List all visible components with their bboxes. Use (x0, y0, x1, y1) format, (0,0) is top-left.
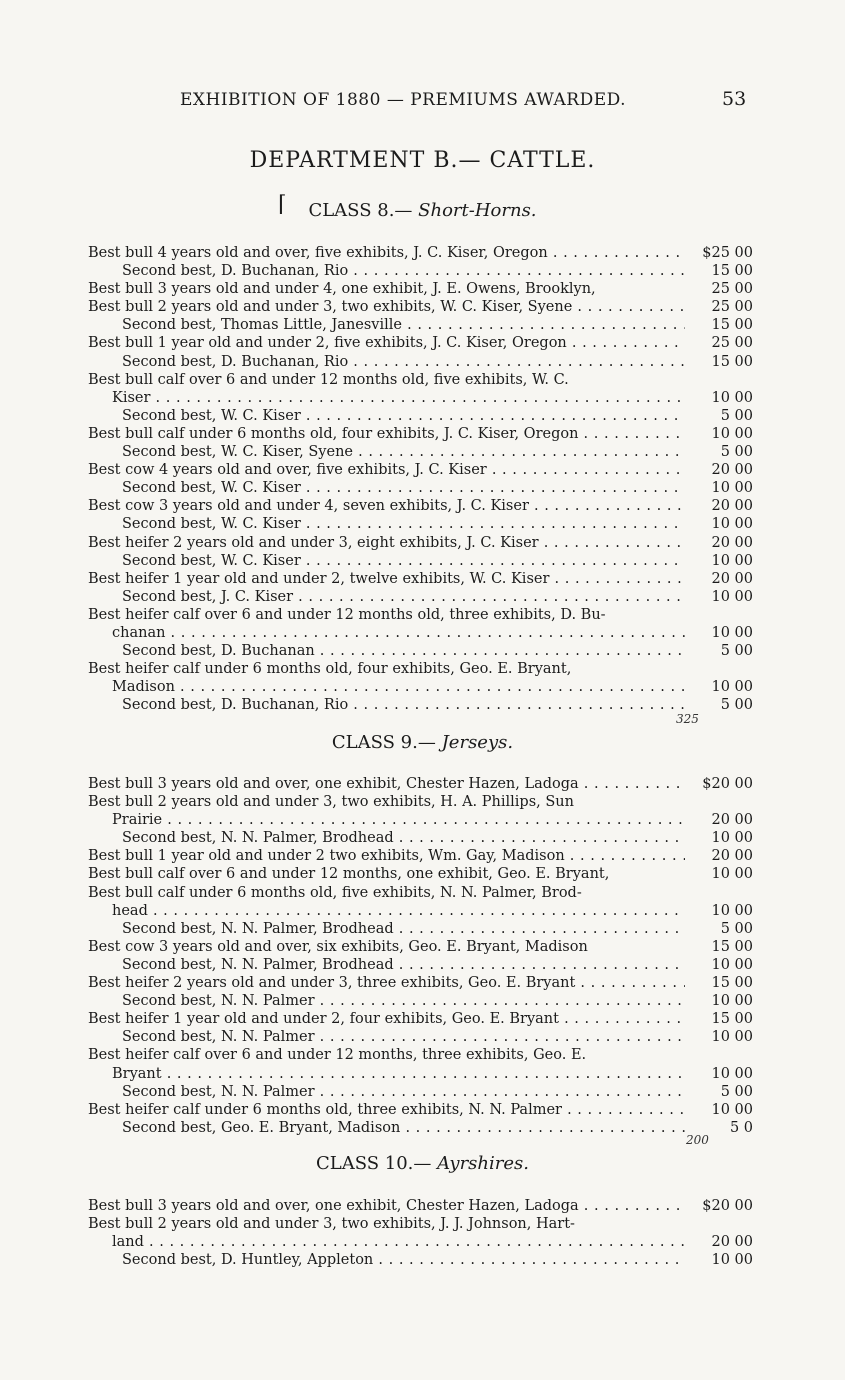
class-9-heading (0, 732, 845, 753)
list-item (88, 515, 753, 533)
entry-text: Best cow 3 years old and over, six exhibits, Geo. E. Bryant, Madison (88, 938, 588, 955)
entry-amount: 10 00 (711, 1029, 753, 1046)
entry-amount: 5 00 (720, 407, 753, 424)
entry-text: Best bull 2 years old and under 3, two exhibits, W. C. Kiser, Syene . . . (88, 298, 685, 316)
entry-text: head . . . (112, 902, 685, 920)
entry-amount: 25 00 (711, 299, 753, 316)
entry-text: Second best, N. N. Palmer, Brodhead . . . (122, 956, 685, 974)
entry-text: Second best, W. C. Kiser . . . (122, 552, 685, 570)
list-item (88, 660, 753, 678)
entry-text: Best heifer calf under 6 months old, three exhibits, N. N. Palmer . . . (88, 1101, 685, 1119)
entry-amount: 20 00 (711, 498, 753, 515)
list-item (88, 1083, 753, 1101)
entry-text: Best heifer calf over 6 and under 12 months old, three exhibits, D. Bu- (88, 606, 606, 623)
entry-amount: 15 00 (711, 317, 753, 334)
list-item (88, 461, 753, 479)
entry-amount: $25 00 (702, 245, 753, 261)
class-label: CLASS 8.— (308, 200, 413, 221)
entry-amount: 5 00 (720, 444, 753, 461)
entry-amount: 15 00 (711, 938, 753, 955)
list-item (88, 588, 753, 606)
entry-text: Best cow 4 years old and over, five exhibits, J. C. Kiser . . . (88, 461, 685, 479)
entry-amount: 10 00 (711, 1252, 753, 1269)
list-item (88, 884, 753, 902)
entry-amount: 10 00 (711, 425, 753, 442)
entry-text: Second best, D. Buchanan, Rio . . . (122, 262, 685, 280)
entry-text: Best bull 3 years old and over, one exhibit, Chester Hazen, Ladoga . . . (88, 775, 685, 793)
class-10-heading (0, 1153, 845, 1174)
entry-text: Best bull 1 year old and under 2 two exhibits, Wm. Gay, Madison . . . (88, 847, 685, 865)
handwritten-total: 325 (676, 712, 699, 726)
entry-text: Prairie . . . (112, 811, 685, 829)
breed-name: Short-Horns. (418, 200, 537, 221)
list-item (88, 1215, 753, 1233)
entry-text: Best heifer 2 years old and under 3, eight exhibits, J. C. Kiser . . . (88, 534, 685, 552)
entry-amount: 5 0 (729, 1119, 753, 1136)
list-item (88, 479, 753, 497)
list-item (88, 407, 753, 425)
entry-text: land . . . (112, 1233, 685, 1251)
entry-text: Madison . . . (112, 678, 685, 696)
list-item (88, 552, 753, 570)
entry-text: Best bull calf over 6 and under 12 months old, five exhibits, W. C. (88, 371, 569, 388)
entry-amount: 20 00 (711, 534, 753, 551)
list-item (88, 497, 753, 515)
list-item (88, 1251, 753, 1269)
entry-amount: 10 00 (711, 480, 753, 497)
entry-amount: 20 00 (711, 848, 753, 865)
list-item (88, 1046, 753, 1064)
entry-text: Second best, N. N. Palmer . . . (122, 992, 685, 1010)
entry-text: Best heifer 1 year old and under 2, twelve exhibits, W. C. Kiser . . . (88, 570, 685, 588)
entry-amount: 10 00 (711, 679, 753, 696)
entry-text: chanan . . . (112, 624, 685, 642)
list-item (88, 534, 753, 552)
entry-amount: 10 00 (711, 588, 753, 605)
list-item (88, 678, 753, 696)
list-item (88, 425, 753, 443)
entry-amount: 15 00 (711, 353, 753, 370)
entry-text: Best bull 2 years old and under 3, two exhibits, H. A. Phillips, Sun (88, 794, 574, 811)
entry-text: Best bull 3 years old and under 4, one exhibit, J. E. Owens, Brooklyn, (88, 281, 596, 298)
entry-amount: 10 00 (711, 552, 753, 569)
list-item (88, 829, 753, 847)
entry-text: Second best, W. C. Kiser, Syene . . . (122, 443, 685, 461)
entry-text: Best bull 4 years old and over, five exhibits, J. C. Kiser, Oregon . . . (88, 244, 685, 262)
list-item (88, 1065, 753, 1083)
entry-amount: 5 00 (720, 697, 753, 714)
list-item (88, 389, 753, 407)
entry-text: Best bull 3 years old and over, one exhibit, Chester Hazen, Ladoga . . . (88, 1197, 685, 1215)
entry-text: Best bull calf under 6 months old, five exhibits, N. N. Palmer, Brod- (88, 884, 582, 901)
entry-text: Second best, D. Buchanan, Rio . . . (122, 353, 685, 371)
list-item (88, 696, 753, 714)
entry-amount: 10 00 (711, 624, 753, 641)
list-item (88, 298, 753, 316)
entry-amount: 5 00 (720, 920, 753, 937)
entry-text: Second best, J. C. Kiser . . . (122, 588, 685, 606)
entry-amount: 10 00 (711, 1065, 753, 1082)
list-item (88, 811, 753, 829)
entry-amount: 10 00 (711, 389, 753, 406)
entry-text: Second best, Thomas Little, Janesville . . . (122, 316, 685, 334)
entry-amount: 10 00 (711, 902, 753, 919)
list-item (88, 1010, 753, 1028)
entry-text: Second best, W. C. Kiser . . . (122, 515, 685, 533)
entry-text: Best bull calf under 6 months old, four exhibits, J. C. Kiser, Oregon . . . (88, 425, 685, 443)
list-item (88, 334, 753, 352)
list-item (88, 642, 753, 660)
entry-amount: 10 00 (711, 956, 753, 973)
entry-amount: 20 00 (711, 1234, 753, 1251)
list-item (88, 280, 753, 298)
list-item (88, 570, 753, 588)
entry-amount: 15 00 (711, 1011, 753, 1028)
list-item (88, 793, 753, 811)
entry-amount: 20 00 (711, 570, 753, 587)
page-number: 53 (722, 88, 747, 110)
entry-text: Second best, D. Buchanan, Rio . . . (122, 696, 685, 714)
entry-text: Second best, D. Huntley, Appleton . . . (122, 1251, 685, 1269)
list-item (88, 1233, 753, 1251)
entry-amount: 20 00 (711, 462, 753, 479)
class-10-entries (88, 1197, 753, 1269)
class-label: CLASS 10.— (315, 1153, 432, 1174)
entry-text: Best heifer 1 year old and under 2, four exhibits, Geo. E. Bryant . . . (88, 1010, 685, 1028)
list-item (88, 244, 753, 262)
entry-amount: $20 00 (702, 1198, 753, 1214)
entry-amount: 5 00 (720, 1083, 753, 1100)
class-label: CLASS 9.— (331, 732, 436, 753)
breed-name: Jerseys. (441, 732, 514, 753)
list-item (88, 1119, 753, 1137)
list-item (88, 865, 753, 883)
entry-text: Kiser . . . (112, 389, 685, 407)
entry-amount: 25 00 (711, 281, 753, 298)
class-8-heading (0, 200, 845, 221)
entry-amount: 10 00 (711, 1101, 753, 1118)
entry-text: Second best, N. N. Palmer, Brodhead . . . (122, 829, 685, 847)
entry-amount: 10 00 (711, 830, 753, 847)
list-item (88, 902, 753, 920)
list-item (88, 775, 753, 793)
list-item (88, 847, 753, 865)
entry-text: Best heifer calf over 6 and under 12 months, three exhibits, Geo. E. (88, 1047, 587, 1064)
entry-text: Best heifer 2 years old and under 3, three exhibits, Geo. E. Bryant . . . (88, 974, 685, 992)
entry-text: Second best, N. N. Palmer . . . (122, 1083, 685, 1101)
list-item (88, 992, 753, 1010)
entry-text: Second best, W. C. Kiser . . . (122, 479, 685, 497)
list-item (88, 606, 753, 624)
entry-text: Best cow 3 years old and under 4, seven exhibits, J. C. Kiser . . . (88, 497, 685, 515)
department-title: DEPARTMENT B.— CATTLE. (249, 148, 596, 173)
entry-text: Bryant . . . (112, 1065, 685, 1083)
entry-text: Best heifer calf under 6 months old, four exhibits, Geo. E. Bryant, (88, 661, 572, 678)
breed-name: Ayrshires. (437, 1153, 529, 1174)
list-item (88, 1197, 753, 1215)
entry-amount: 20 00 (711, 812, 753, 829)
list-item (88, 1028, 753, 1046)
entry-text: Best bull 2 years old and under 3, two exhibits, J. J. Johnson, Hart- (88, 1216, 575, 1233)
entry-amount: 15 00 (711, 975, 753, 992)
entry-text: Second best, N. N. Palmer, Brodhead . . . (122, 920, 685, 938)
list-item (88, 624, 753, 642)
entry-amount: 15 00 (711, 263, 753, 280)
handwritten-bracket-mark: ⌈ (278, 192, 287, 217)
list-item (88, 974, 753, 992)
list-item (88, 938, 753, 956)
entry-amount: 10 00 (711, 993, 753, 1010)
entry-amount: 25 00 (711, 335, 753, 352)
entry-amount: $20 00 (702, 776, 753, 792)
entry-amount: 10 00 (711, 866, 753, 883)
entry-text: Second best, N. N. Palmer . . . (122, 1028, 685, 1046)
list-item (88, 443, 753, 461)
entry-amount: 5 00 (720, 643, 753, 660)
entry-text: Second best, W. C. Kiser . . . (122, 407, 685, 425)
list-item (88, 1101, 753, 1119)
entry-text: Second best, D. Buchanan . . . (122, 642, 685, 660)
list-item (88, 316, 753, 334)
entry-text: Second best, Geo. E. Bryant, Madison . . . (122, 1119, 685, 1137)
class-8-entries (88, 244, 753, 714)
class-9-entries (88, 775, 753, 1137)
running-head: EXHIBITION OF 1880 — PREMIUMS AWARDED. (180, 90, 627, 110)
list-item (88, 353, 753, 371)
list-item (88, 956, 753, 974)
list-item (88, 262, 753, 280)
list-item (88, 920, 753, 938)
list-item (88, 371, 753, 389)
entry-amount: 10 00 (711, 516, 753, 533)
handwritten-total: 200 (686, 1133, 709, 1147)
entry-text: Best bull 1 year old and under 2, five exhibits, J. C. Kiser, Oregon . . . (88, 334, 685, 352)
entry-text: Best bull calf over 6 and under 12 months, one exhibit, Geo. E. Bryant, (88, 866, 610, 883)
